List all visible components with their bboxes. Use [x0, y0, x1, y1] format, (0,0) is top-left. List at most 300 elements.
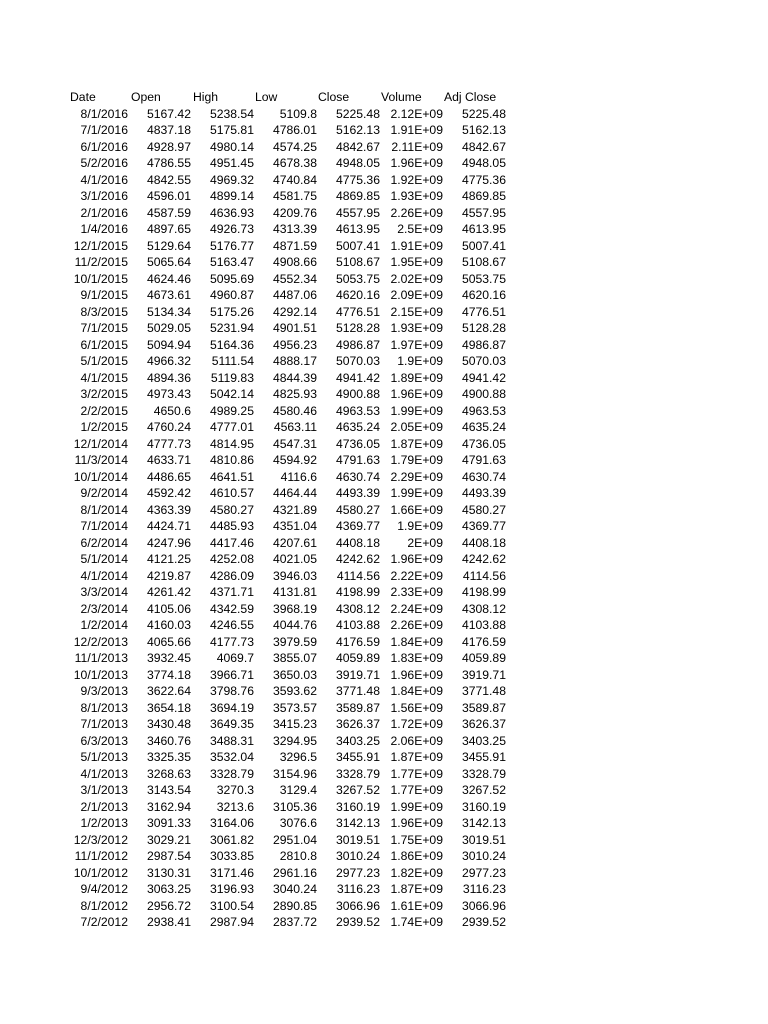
- cell-volume[interactable]: 1.97E+09: [390, 337, 443, 352]
- cell-low[interactable]: 4740.84: [272, 172, 317, 187]
- cell-volume[interactable]: 1.87E+09: [390, 436, 443, 451]
- cell-date[interactable]: 3/3/2014: [80, 585, 128, 599]
- cell-adj-close[interactable]: 4791.63: [461, 453, 506, 467]
- cell-adj-close[interactable]: 4198.99: [461, 585, 506, 599]
- cell-date[interactable]: 2/1/2016: [80, 205, 128, 220]
- cell-adj-close[interactable]: 3142.13: [461, 816, 506, 830]
- cell-volume[interactable]: 1.86E+09: [390, 849, 443, 863]
- cell-volume[interactable]: 2.33E+09: [390, 585, 443, 599]
- cell-low[interactable]: 4547.31: [272, 436, 317, 451]
- cell-adj-close[interactable]: 4635.24: [461, 420, 506, 434]
- cell-date[interactable]: 8/3/2015: [80, 304, 128, 319]
- cell-close[interactable]: 3328.79: [335, 766, 380, 781]
- cell-high[interactable]: 3033.85: [209, 849, 254, 863]
- cell-adj-close[interactable]: 4493.39: [461, 486, 506, 500]
- cell-adj-close[interactable]: 4900.88: [461, 387, 506, 401]
- cell-high[interactable]: 5111.54: [211, 354, 254, 368]
- cell-adj-close[interactable]: 5053.75: [461, 271, 506, 286]
- cell-high[interactable]: 4969.32: [209, 172, 254, 187]
- cell-date[interactable]: 9/1/2015: [80, 288, 128, 302]
- cell-low[interactable]: 5109.8: [279, 106, 317, 121]
- cell-volume[interactable]: 2.24E+09: [390, 601, 443, 616]
- cell-low[interactable]: 4464.44: [272, 486, 317, 500]
- cell-low[interactable]: 4901.51: [272, 321, 317, 335]
- cell-close[interactable]: 5007.41: [335, 238, 380, 253]
- cell-close[interactable]: 4963.53: [335, 403, 380, 418]
- cell-date[interactable]: 12/3/2012: [73, 832, 128, 847]
- cell-close[interactable]: 4369.77: [335, 519, 380, 533]
- cell-open[interactable]: 3654.18: [146, 700, 191, 715]
- cell-volume[interactable]: 1.74E+09: [390, 915, 443, 929]
- cell-open[interactable]: 3130.31: [146, 865, 191, 880]
- cell-volume[interactable]: 1.93E+09: [390, 189, 443, 203]
- cell-volume[interactable]: 1.87E+09: [390, 750, 443, 764]
- cell-low[interactable]: 3296.5: [279, 750, 317, 764]
- cell-open[interactable]: 4894.36: [146, 370, 191, 385]
- cell-close[interactable]: 5108.67: [335, 255, 380, 269]
- cell-high[interactable]: 3798.76: [209, 684, 254, 698]
- cell-adj-close[interactable]: 4242.62: [461, 552, 506, 566]
- cell-volume[interactable]: 1.66E+09: [390, 502, 443, 517]
- cell-open[interactable]: 3622.64: [146, 684, 191, 698]
- cell-adj-close[interactable]: 4776.51: [461, 304, 506, 319]
- cell-open[interactable]: 4424.71: [146, 519, 191, 533]
- cell-volume[interactable]: 2.06E+09: [390, 733, 443, 748]
- cell-high[interactable]: 5176.77: [209, 238, 254, 253]
- cell-date[interactable]: 4/1/2016: [80, 172, 128, 187]
- cell-low[interactable]: 4786.01: [272, 123, 317, 137]
- cell-volume[interactable]: 1.82E+09: [390, 865, 443, 880]
- cell-high[interactable]: 4926.73: [209, 222, 254, 236]
- cell-open[interactable]: 4786.55: [146, 156, 191, 170]
- cell-high[interactable]: 3328.79: [209, 766, 254, 781]
- cell-adj-close[interactable]: 4941.42: [461, 370, 506, 385]
- cell-volume[interactable]: 1.79E+09: [390, 453, 443, 467]
- cell-high[interactable]: 3649.35: [209, 717, 254, 731]
- cell-volume[interactable]: 1.99E+09: [390, 799, 443, 814]
- cell-close[interactable]: 3267.52: [335, 783, 380, 797]
- cell-high[interactable]: 4286.09: [209, 568, 254, 583]
- cell-adj-close[interactable]: 4620.16: [461, 288, 506, 302]
- cell-high[interactable]: 4177.73: [209, 634, 254, 649]
- cell-date[interactable]: 7/1/2015: [80, 321, 128, 335]
- cell-high[interactable]: 5175.81: [209, 123, 254, 137]
- cell-low[interactable]: 2890.85: [272, 898, 317, 913]
- cell-adj-close[interactable]: 4986.87: [461, 337, 506, 352]
- cell-close[interactable]: 4408.18: [335, 535, 380, 550]
- cell-open[interactable]: 2987.54: [146, 849, 191, 863]
- cell-low[interactable]: 4116.6: [280, 469, 317, 484]
- cell-close[interactable]: 4776.51: [335, 304, 380, 319]
- cell-open[interactable]: 2938.41: [146, 915, 191, 929]
- cell-adj-close[interactable]: 5108.67: [461, 255, 506, 269]
- cell-open[interactable]: 3143.54: [146, 783, 191, 797]
- cell-volume[interactable]: 1.84E+09: [390, 634, 443, 649]
- cell-close[interactable]: 3116.23: [336, 882, 380, 896]
- cell-date[interactable]: 10/1/2013: [73, 667, 128, 682]
- cell-open[interactable]: 4897.65: [146, 222, 191, 236]
- cell-adj-close[interactable]: 3066.96: [461, 898, 506, 913]
- cell-high[interactable]: 5119.83: [210, 370, 254, 385]
- cell-date[interactable]: 5/1/2013: [80, 750, 128, 764]
- cell-high[interactable]: 4485.93: [209, 519, 254, 533]
- cell-low[interactable]: 3294.95: [272, 733, 317, 748]
- cell-adj-close[interactable]: 4308.12: [461, 601, 506, 616]
- cell-close[interactable]: 4308.12: [335, 601, 380, 616]
- cell-open[interactable]: 3268.63: [146, 766, 191, 781]
- cell-adj-close[interactable]: 3116.23: [462, 882, 506, 896]
- cell-close[interactable]: 3019.51: [335, 832, 380, 847]
- cell-adj-close[interactable]: 4408.18: [461, 535, 506, 550]
- header-adj-close[interactable]: Adj Close: [444, 90, 497, 104]
- cell-low[interactable]: 4321.89: [272, 502, 317, 517]
- cell-low[interactable]: 4581.75: [272, 189, 317, 203]
- cell-date[interactable]: 5/1/2015: [80, 354, 128, 368]
- cell-close[interactable]: 4842.67: [335, 139, 380, 154]
- cell-date[interactable]: 12/1/2015: [73, 238, 128, 253]
- cell-close[interactable]: 4613.95: [335, 222, 380, 236]
- cell-date[interactable]: 8/1/2014: [80, 502, 128, 517]
- cell-volume[interactable]: 2.26E+09: [390, 618, 443, 632]
- cell-close[interactable]: 5225.48: [335, 106, 380, 121]
- cell-volume[interactable]: 2.26E+09: [390, 205, 443, 220]
- cell-volume[interactable]: 2.29E+09: [390, 469, 443, 484]
- cell-close[interactable]: 4948.05: [335, 156, 380, 170]
- cell-adj-close[interactable]: 3919.71: [461, 667, 506, 682]
- cell-date[interactable]: 10/1/2014: [73, 469, 128, 484]
- cell-high[interactable]: 3488.31: [209, 733, 254, 748]
- cell-low[interactable]: 3593.62: [272, 684, 317, 698]
- cell-date[interactable]: 7/1/2016: [80, 123, 128, 137]
- cell-date[interactable]: 10/1/2012: [73, 865, 128, 880]
- cell-date[interactable]: 7/1/2013: [80, 717, 128, 731]
- cell-open[interactable]: 4777.73: [146, 436, 191, 451]
- cell-adj-close[interactable]: 4948.05: [461, 156, 506, 170]
- cell-low[interactable]: 3855.07: [272, 651, 317, 665]
- cell-date[interactable]: 6/3/2013: [80, 733, 128, 748]
- cell-date[interactable]: 7/2/2012: [80, 915, 128, 929]
- cell-open[interactable]: 3460.76: [146, 733, 191, 748]
- cell-open[interactable]: 4633.71: [146, 453, 191, 467]
- cell-open[interactable]: 5129.64: [146, 238, 191, 253]
- cell-low[interactable]: 4487.06: [272, 288, 317, 302]
- cell-date[interactable]: 8/1/2012: [80, 898, 128, 913]
- cell-open[interactable]: 3091.33: [146, 816, 191, 830]
- cell-high[interactable]: 4252.08: [209, 552, 254, 566]
- cell-low[interactable]: 3415.23: [272, 717, 317, 731]
- cell-adj-close[interactable]: 4842.67: [461, 139, 506, 154]
- cell-high[interactable]: 5231.94: [209, 321, 254, 335]
- cell-open[interactable]: 4219.87: [146, 568, 191, 583]
- cell-volume[interactable]: 1.91E+09: [390, 238, 443, 253]
- cell-date[interactable]: 3/1/2016: [80, 189, 128, 203]
- cell-volume[interactable]: 1.99E+09: [390, 486, 443, 500]
- cell-low[interactable]: 4021.05: [272, 552, 317, 566]
- cell-adj-close[interactable]: 3267.52: [461, 783, 506, 797]
- cell-volume[interactable]: 1.56E+09: [390, 700, 443, 715]
- cell-open[interactable]: 3325.35: [146, 750, 191, 764]
- cell-low[interactable]: 4552.34: [272, 271, 317, 286]
- cell-low[interactable]: 4580.46: [272, 403, 317, 418]
- cell-high[interactable]: 5175.26: [209, 304, 254, 319]
- cell-low[interactable]: 2961.16: [272, 865, 317, 880]
- cell-close[interactable]: 3142.13: [335, 816, 380, 830]
- cell-high[interactable]: 4810.86: [209, 453, 254, 467]
- cell-volume[interactable]: 1.96E+09: [390, 156, 443, 170]
- cell-date[interactable]: 9/3/2013: [80, 684, 128, 698]
- cell-high[interactable]: 4899.14: [209, 189, 254, 203]
- cell-open[interactable]: 4966.32: [146, 354, 191, 368]
- cell-close[interactable]: 4176.59: [335, 634, 380, 649]
- cell-high[interactable]: 4069.7: [216, 651, 254, 665]
- cell-date[interactable]: 11/1/2013: [74, 651, 128, 665]
- cell-close[interactable]: 4736.05: [335, 436, 380, 451]
- cell-volume[interactable]: 1.87E+09: [390, 882, 443, 896]
- cell-high[interactable]: 5042.14: [209, 387, 254, 401]
- cell-low[interactable]: 2837.72: [272, 915, 317, 929]
- cell-high[interactable]: 4951.45: [209, 156, 254, 170]
- cell-high[interactable]: 3270.3: [216, 783, 254, 797]
- cell-low[interactable]: 3573.57: [272, 700, 317, 715]
- cell-volume[interactable]: 1.75E+09: [390, 832, 443, 847]
- cell-volume[interactable]: 1.91E+09: [390, 123, 443, 137]
- cell-close[interactable]: 4900.88: [335, 387, 380, 401]
- cell-volume[interactable]: 1.96E+09: [390, 552, 443, 566]
- cell-low[interactable]: 3946.03: [272, 568, 317, 583]
- cell-adj-close[interactable]: 4580.27: [461, 502, 506, 517]
- cell-close[interactable]: 3626.37: [335, 717, 380, 731]
- cell-adj-close[interactable]: 5007.41: [461, 238, 506, 253]
- cell-open[interactable]: 4261.42: [146, 585, 191, 599]
- cell-volume[interactable]: 1.99E+09: [390, 403, 443, 418]
- cell-low[interactable]: 4678.38: [272, 156, 317, 170]
- cell-volume[interactable]: 2.5E+09: [397, 222, 443, 236]
- cell-volume[interactable]: 2.22E+09: [390, 568, 443, 583]
- cell-date[interactable]: 2/3/2014: [80, 601, 128, 616]
- cell-close[interactable]: 3160.19: [335, 799, 380, 814]
- cell-close[interactable]: 4986.87: [335, 337, 380, 352]
- cell-low[interactable]: 4313.39: [272, 222, 317, 236]
- cell-open[interactable]: 5094.94: [146, 337, 191, 352]
- cell-close[interactable]: 5162.13: [335, 123, 380, 137]
- cell-open[interactable]: 3430.48: [146, 717, 191, 731]
- cell-adj-close[interactable]: 4369.77: [461, 519, 506, 533]
- cell-low[interactable]: 4044.76: [272, 618, 317, 632]
- cell-high[interactable]: 4580.27: [209, 502, 254, 517]
- cell-date[interactable]: 4/1/2015: [80, 370, 128, 385]
- cell-high[interactable]: 4814.95: [209, 436, 254, 451]
- cell-close[interactable]: 4941.42: [335, 370, 380, 385]
- cell-adj-close[interactable]: 5162.13: [461, 123, 506, 137]
- cell-high[interactable]: 4371.71: [209, 585, 254, 599]
- cell-open[interactable]: 4105.06: [146, 601, 191, 616]
- cell-high[interactable]: 4246.55: [209, 618, 254, 632]
- cell-adj-close[interactable]: 3626.37: [461, 717, 506, 731]
- cell-date[interactable]: 4/1/2014: [80, 568, 128, 583]
- cell-low[interactable]: 4888.17: [272, 354, 317, 368]
- cell-close[interactable]: 4493.39: [335, 486, 380, 500]
- cell-low[interactable]: 3076.6: [279, 816, 317, 830]
- cell-volume[interactable]: 1.93E+09: [390, 321, 443, 335]
- cell-low[interactable]: 4574.25: [272, 139, 317, 154]
- cell-adj-close[interactable]: 3403.25: [461, 733, 506, 748]
- cell-close[interactable]: 3455.91: [335, 750, 380, 764]
- cell-open[interactable]: 4842.55: [146, 172, 191, 187]
- cell-open[interactable]: 4650.6: [153, 403, 191, 418]
- cell-adj-close[interactable]: 3455.91: [461, 750, 506, 764]
- cell-open[interactable]: 4928.97: [146, 139, 191, 154]
- cell-low[interactable]: 2810.8: [279, 849, 317, 863]
- cell-high[interactable]: 3164.06: [209, 816, 254, 830]
- cell-close[interactable]: 4580.27: [335, 502, 380, 517]
- cell-low[interactable]: 3650.03: [272, 667, 317, 682]
- cell-low[interactable]: 4908.66: [272, 255, 317, 269]
- cell-high[interactable]: 4989.25: [209, 403, 254, 418]
- cell-date[interactable]: 1/2/2014: [80, 618, 128, 632]
- cell-date[interactable]: 8/1/2016: [80, 106, 128, 121]
- cell-low[interactable]: 3105.36: [272, 799, 317, 814]
- cell-open[interactable]: 4592.42: [146, 486, 191, 500]
- cell-close[interactable]: 5128.28: [335, 321, 380, 335]
- cell-date[interactable]: 8/1/2013: [80, 700, 128, 715]
- cell-adj-close[interactable]: 4103.88: [461, 618, 506, 632]
- cell-adj-close[interactable]: 5070.03: [461, 354, 506, 368]
- cell-open[interactable]: 4065.66: [146, 634, 191, 649]
- cell-close[interactable]: 4198.99: [335, 585, 380, 599]
- cell-open[interactable]: 5065.64: [146, 255, 191, 269]
- cell-date[interactable]: 2/1/2013: [80, 799, 128, 814]
- cell-high[interactable]: 4417.46: [209, 535, 254, 550]
- cell-open[interactable]: 3063.25: [146, 882, 191, 896]
- cell-date[interactable]: 2/2/2015: [80, 403, 128, 418]
- cell-close[interactable]: 4103.88: [335, 618, 380, 632]
- cell-date[interactable]: 7/1/2014: [80, 519, 128, 533]
- cell-open[interactable]: 3029.21: [146, 832, 191, 847]
- cell-high[interactable]: 4777.01: [209, 420, 254, 434]
- cell-volume[interactable]: 1.61E+09: [390, 898, 443, 913]
- cell-low[interactable]: 4594.92: [272, 453, 317, 467]
- cell-adj-close[interactable]: 2939.52: [461, 915, 506, 929]
- cell-close[interactable]: 4635.24: [335, 420, 380, 434]
- cell-low[interactable]: 2951.04: [272, 832, 317, 847]
- cell-adj-close[interactable]: 2977.23: [461, 865, 506, 880]
- cell-high[interactable]: 3171.46: [209, 865, 254, 880]
- cell-date[interactable]: 11/1/2012: [74, 849, 128, 863]
- cell-close[interactable]: 4114.56: [336, 568, 380, 583]
- cell-volume[interactable]: 1.84E+09: [390, 684, 443, 698]
- cell-adj-close[interactable]: 4869.85: [461, 189, 506, 203]
- cell-high[interactable]: 3213.6: [216, 799, 254, 814]
- cell-date[interactable]: 6/1/2015: [80, 337, 128, 352]
- cell-open[interactable]: 3162.94: [146, 799, 191, 814]
- cell-volume[interactable]: 2.15E+09: [390, 304, 443, 319]
- cell-open[interactable]: 4760.24: [146, 420, 191, 434]
- cell-volume[interactable]: 1.96E+09: [390, 387, 443, 401]
- cell-high[interactable]: 3966.71: [209, 667, 254, 682]
- cell-high[interactable]: 4960.87: [209, 288, 254, 302]
- cell-adj-close[interactable]: 3771.48: [461, 684, 506, 698]
- cell-close[interactable]: 3919.71: [335, 667, 380, 682]
- cell-adj-close[interactable]: 3328.79: [461, 766, 506, 781]
- cell-open[interactable]: 4624.46: [146, 271, 191, 286]
- cell-high[interactable]: 5163.47: [209, 255, 254, 269]
- cell-close[interactable]: 5070.03: [335, 354, 380, 368]
- cell-open[interactable]: 4247.96: [146, 535, 191, 550]
- cell-close[interactable]: 3589.87: [335, 700, 380, 715]
- cell-close[interactable]: 4791.63: [335, 453, 380, 467]
- cell-date[interactable]: 10/1/2015: [73, 271, 128, 286]
- cell-adj-close[interactable]: 4176.59: [461, 634, 506, 649]
- cell-low[interactable]: 3040.24: [272, 882, 317, 896]
- cell-adj-close[interactable]: 4630.74: [461, 469, 506, 484]
- cell-date[interactable]: 1/2/2013: [80, 816, 128, 830]
- header-open[interactable]: Open: [131, 90, 161, 104]
- cell-volume[interactable]: 2E+09: [407, 535, 443, 550]
- cell-close[interactable]: 4630.74: [335, 469, 380, 484]
- cell-adj-close[interactable]: 4557.95: [461, 205, 506, 220]
- cell-high[interactable]: 4980.14: [209, 139, 254, 154]
- cell-date[interactable]: 9/2/2014: [80, 486, 128, 500]
- cell-volume[interactable]: 2.09E+09: [390, 288, 443, 302]
- cell-adj-close[interactable]: 3160.19: [461, 799, 506, 814]
- cell-adj-close[interactable]: 4775.36: [461, 172, 506, 187]
- cell-volume[interactable]: 1.96E+09: [390, 667, 443, 682]
- cell-open[interactable]: 4160.03: [146, 618, 191, 632]
- cell-high[interactable]: 4342.59: [209, 601, 254, 616]
- cell-adj-close[interactable]: 5128.28: [461, 321, 506, 335]
- cell-low[interactable]: 4209.76: [272, 205, 317, 220]
- cell-volume[interactable]: 2.02E+09: [390, 271, 443, 286]
- cell-low[interactable]: 4131.81: [272, 585, 317, 599]
- cell-date[interactable]: 1/4/2016: [80, 222, 128, 236]
- cell-high[interactable]: 3100.54: [209, 898, 254, 913]
- cell-date[interactable]: 9/4/2012: [80, 882, 128, 896]
- cell-volume[interactable]: 1.9E+09: [397, 354, 443, 368]
- cell-low[interactable]: 4207.61: [272, 535, 317, 550]
- cell-low[interactable]: 3968.19: [272, 601, 317, 616]
- header-volume[interactable]: Volume: [381, 90, 422, 104]
- cell-date[interactable]: 5/2/2016: [80, 156, 128, 170]
- cell-date[interactable]: 4/1/2013: [80, 766, 128, 781]
- cell-adj-close[interactable]: 3019.51: [461, 832, 506, 847]
- cell-high[interactable]: 4636.93: [209, 205, 254, 220]
- cell-volume[interactable]: 1.96E+09: [390, 816, 443, 830]
- cell-adj-close[interactable]: 4114.56: [462, 568, 506, 583]
- cell-close[interactable]: 4242.62: [335, 552, 380, 566]
- cell-close[interactable]: 3403.25: [335, 733, 380, 748]
- cell-date[interactable]: 3/1/2013: [80, 783, 128, 797]
- cell-close[interactable]: 4059.89: [335, 651, 380, 665]
- cell-close[interactable]: 4557.95: [335, 205, 380, 220]
- cell-date[interactable]: 6/2/2014: [80, 535, 128, 550]
- cell-volume[interactable]: 1.83E+09: [390, 651, 443, 665]
- cell-volume[interactable]: 1.77E+09: [390, 783, 443, 797]
- cell-date[interactable]: 12/1/2014: [73, 436, 128, 451]
- header-date[interactable]: Date: [70, 90, 96, 104]
- cell-open[interactable]: 4486.65: [146, 469, 191, 484]
- cell-date[interactable]: 11/2/2015: [74, 255, 128, 269]
- cell-low[interactable]: 3154.96: [272, 766, 317, 781]
- cell-close[interactable]: 3771.48: [335, 684, 380, 698]
- cell-low[interactable]: 3979.59: [272, 634, 317, 649]
- cell-close[interactable]: 2977.23: [335, 865, 380, 880]
- cell-adj-close[interactable]: 3589.87: [461, 700, 506, 715]
- cell-low[interactable]: 4956.23: [272, 337, 317, 352]
- cell-open[interactable]: 5029.05: [146, 321, 191, 335]
- cell-high[interactable]: 2987.94: [209, 915, 254, 929]
- cell-high[interactable]: 5164.36: [209, 337, 254, 352]
- cell-volume[interactable]: 1.89E+09: [390, 370, 443, 385]
